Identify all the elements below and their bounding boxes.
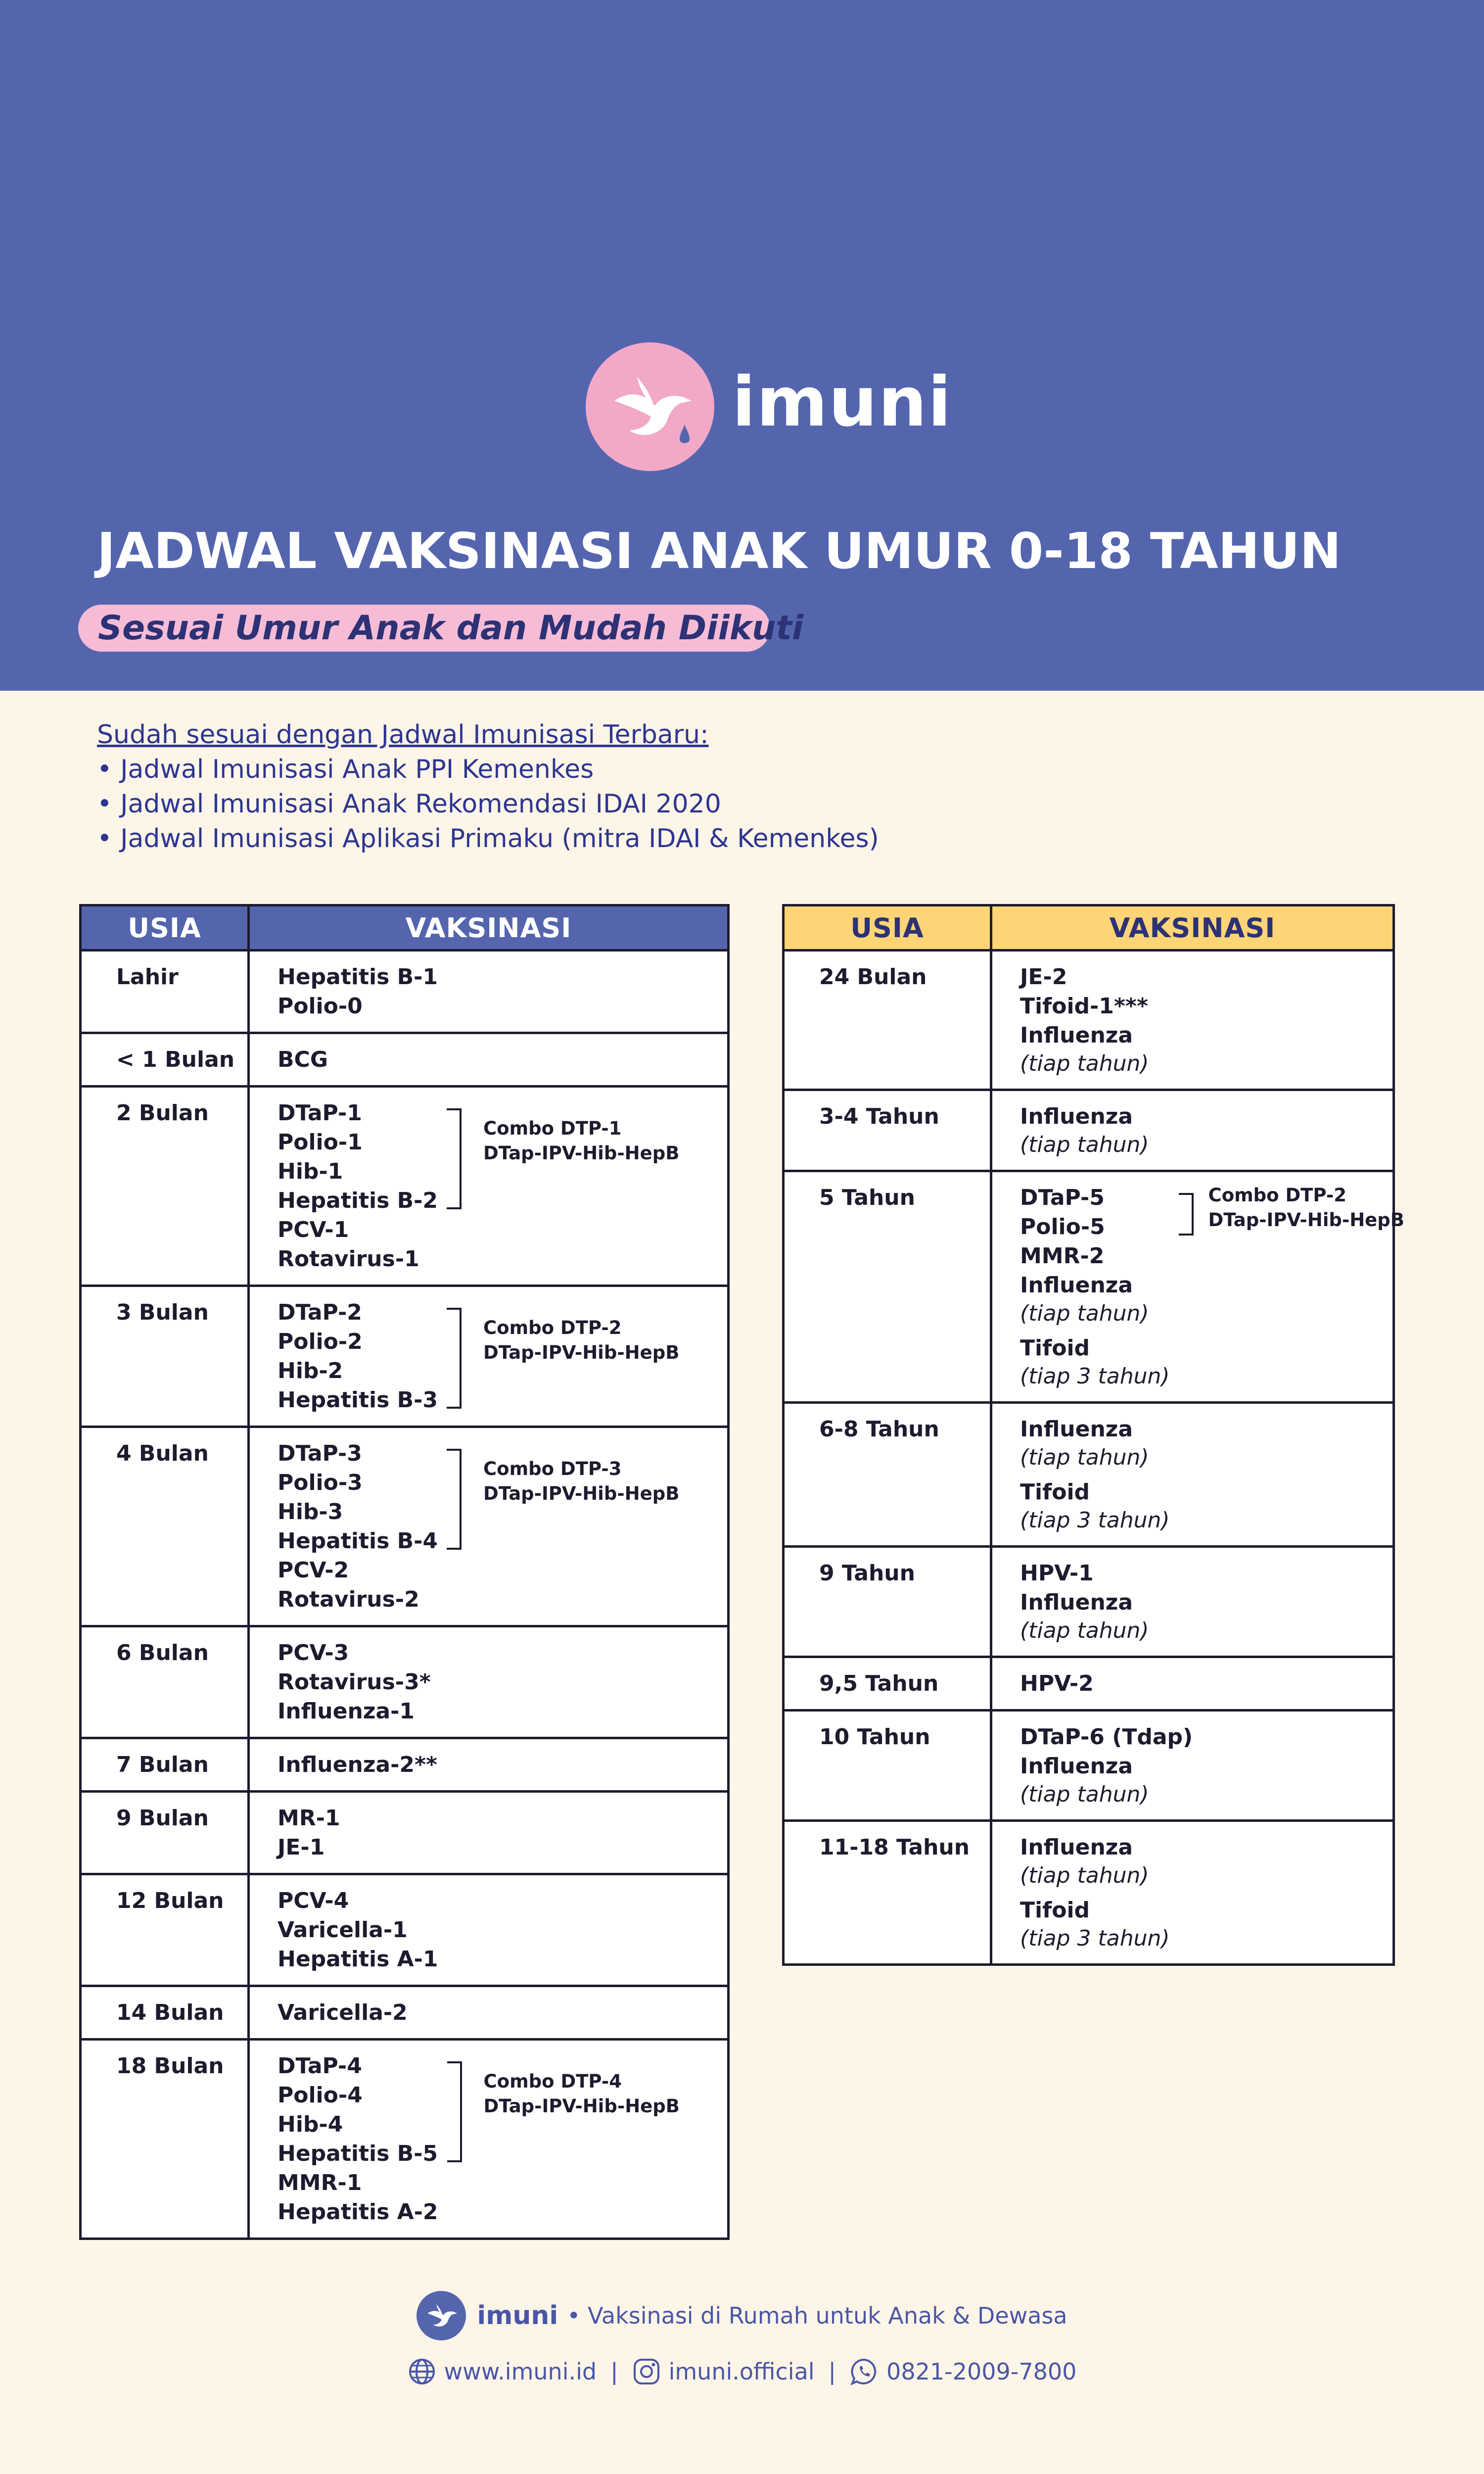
website-link[interactable]: www.imuni.id: [444, 2358, 597, 2385]
subtitle-badge: [78, 605, 804, 652]
table-row: [784, 1090, 1394, 1171]
combo-bracket: [447, 2061, 462, 2162]
vaccine-item: DTaP-5: [1020, 1185, 1105, 1210]
subtitle-text: Sesuai Umur Anak dan Mudah Diikuti: [98, 609, 804, 648]
vaccine-item: Influenza: [1020, 1104, 1133, 1129]
vaccine-list: [1020, 1559, 1149, 1645]
table-row: [81, 951, 729, 1033]
vaccine-list: [1020, 1183, 1170, 1390]
vaccine-item: DTaP-6 (Tdap): [1020, 1724, 1193, 1750]
vaccine-frequency-note: (tiap tahun): [1020, 1445, 1149, 1470]
vaccine-item: Varicella-2: [278, 2000, 408, 2025]
table-row: [81, 1087, 729, 1286]
separator: |: [828, 2358, 836, 2385]
vaccine-item: DTaP-4: [278, 2053, 362, 2079]
table-row: [784, 1171, 1394, 1403]
vaccine-item: Polio-0: [278, 994, 363, 1019]
combo-composition: DTap-IPV-Hib-HepB: [483, 1483, 680, 1504]
vaccine-item: Varicella-1: [278, 1917, 408, 1943]
vaccine-frequency-note: (tiap tahun): [1020, 1782, 1149, 1807]
vaccine-item: Tifoid: [1020, 1479, 1090, 1505]
vaccine-item: Influenza: [1020, 1273, 1133, 1298]
age-cell: 5 Tahun: [784, 1171, 991, 1403]
vaccine-item: Hib-4: [278, 2112, 343, 2137]
intro-section: [97, 717, 1383, 856]
age-cell: 9 Tahun: [784, 1547, 991, 1657]
combo-name: Combo DTP-1: [483, 1118, 622, 1139]
column-header-age: USIA: [784, 905, 991, 951]
vaccination-cell: [249, 1626, 729, 1738]
combo-composition: DTap-IPV-Hib-HepB: [483, 2095, 680, 2117]
age-cell: 6-8 Tahun: [784, 1403, 991, 1547]
table-row: [81, 1986, 729, 2040]
table-row: [81, 1792, 729, 1874]
vaccine-item: DTaP-1: [278, 1100, 362, 1126]
table-row: [81, 1626, 729, 1738]
vaccination-cell: [991, 1821, 1394, 1965]
vaccine-list: [1020, 1669, 1094, 1698]
combo-name: Combo DTP-2: [1208, 1185, 1346, 1206]
vaccine-item: JE-1: [278, 1835, 325, 1860]
stork-logo-icon: [586, 342, 714, 471]
age-cell: 4 Bulan: [81, 1427, 249, 1626]
table-header-row: [784, 905, 1394, 951]
vaccine-item: Tifoid: [1020, 1335, 1090, 1361]
table-row: [784, 1711, 1394, 1821]
combo-composition: DTap-IPV-Hib-HepB: [1208, 1209, 1404, 1231]
vaccine-frequency-note: (tiap tahun): [1020, 1301, 1149, 1326]
stork-logo-icon: [417, 2291, 466, 2340]
vaccine-item: JE-2: [1020, 964, 1067, 990]
instagram-icon: [632, 2357, 661, 2386]
vaccine-item: Influenza-1: [278, 1699, 415, 1724]
age-cell: 18 Bulan: [81, 2040, 249, 2239]
footer: [0, 2291, 1484, 2386]
table-row: [784, 1821, 1394, 1965]
footer-tagline: • Vaksinasi di Rumah untuk Anak & Dewasa: [567, 2302, 1067, 2329]
combo-bracket: [447, 1108, 462, 1209]
vaccination-cell: [991, 1171, 1404, 1403]
page-title: JADWAL VAKSINASI ANAK UMUR 0-18 TAHUN: [97, 522, 1342, 580]
vaccine-item: Hepatitis B-3: [278, 1387, 438, 1413]
vaccine-item: Rotavirus-3*: [278, 1669, 431, 1695]
vaccine-frequency-note: (tiap 3 tahun): [1020, 1926, 1170, 1951]
footer-brand-name: imuni: [477, 2301, 558, 2331]
vaccine-frequency-note: (tiap tahun): [1020, 1051, 1149, 1076]
vaccine-item: Influenza: [1020, 1835, 1133, 1860]
vaccine-item: BCG: [278, 1047, 328, 1072]
vaccine-item: MR-1: [278, 1806, 340, 1831]
vaccination-cell: [249, 1792, 729, 1874]
vaccine-item: Hepatitis A-2: [278, 2199, 438, 2225]
vaccine-list: [278, 1998, 408, 2027]
vaccine-list: [1020, 1102, 1149, 1159]
vaccine-item: Polio-3: [278, 1470, 363, 1495]
vaccination-cell: [249, 1286, 729, 1427]
vaccine-item: Hib-1: [278, 1159, 343, 1184]
vaccine-item: HPV-1: [1020, 1561, 1094, 1586]
table-row: [81, 1738, 729, 1792]
vaccine-frequency-note: (tiap tahun): [1020, 1132, 1149, 1157]
vaccine-item: Hib-2: [278, 1358, 343, 1383]
age-cell: 3 Bulan: [81, 1286, 249, 1427]
column-header-age: USIA: [81, 905, 249, 951]
vaccination-cell: [249, 2040, 729, 2239]
table-row: [784, 1403, 1394, 1547]
table-row: [81, 1033, 729, 1087]
vaccination-cell: [249, 1087, 729, 1286]
footer-brand-line: [0, 2291, 1484, 2340]
column-header-vaccination: VAKSINASI: [249, 905, 729, 951]
schedule-table-left: [79, 904, 730, 2240]
age-cell: 11-18 Tahun: [784, 1821, 991, 1965]
vaccine-item: PCV-1: [278, 1217, 349, 1242]
vaccination-cell: [991, 1711, 1394, 1821]
table-row: [81, 2040, 729, 2239]
vaccine-item: Influenza-2**: [278, 1752, 437, 1777]
combo-vaccine-label: [1208, 1183, 1404, 1233]
table-row: [784, 951, 1394, 1090]
vaccine-list: [1020, 1722, 1193, 1808]
brand-name: imuni: [732, 362, 952, 442]
instagram-handle[interactable]: imuni.official: [668, 2358, 815, 2385]
combo-vaccine-label: [483, 1116, 679, 1166]
combo-composition: DTap-IPV-Hib-HepB: [483, 1342, 680, 1363]
separator: |: [610, 2358, 618, 2385]
vaccine-list: [278, 1439, 438, 1614]
vaccine-item: Influenza: [1020, 1417, 1133, 1442]
table-row: [784, 1547, 1394, 1657]
vaccination-cell: [249, 1427, 729, 1626]
vaccine-item: HPV-2: [1020, 1671, 1094, 1696]
combo-name: Combo DTP-2: [483, 1317, 622, 1338]
vaccine-list: [278, 1750, 437, 1779]
intro-bullet: • Jadwal Imunisasi Anak PPI Kemenkes: [97, 755, 594, 784]
vaccine-list: [1020, 962, 1149, 1078]
table-row: [81, 1286, 729, 1427]
vaccine-item: Tifoid: [1020, 1898, 1090, 1923]
column-header-vaccination: VAKSINASI: [991, 905, 1394, 951]
table-row: [784, 1657, 1394, 1711]
combo-vaccine-label: [484, 2069, 680, 2119]
vaccine-item: Polio-2: [278, 1329, 363, 1354]
vaccine-list: [1020, 1415, 1170, 1534]
combo-bracket: [447, 1449, 462, 1550]
vaccination-cell: [991, 1090, 1394, 1171]
vaccine-item: Hepatitis B-5: [278, 2141, 438, 2166]
intro-bullet: • Jadwal Imunisasi Anak Rekomendasi IDAI 2020: [97, 789, 721, 819]
vaccine-item: Hepatitis B-4: [278, 1528, 438, 1554]
vaccination-cell: [249, 1986, 729, 2040]
table-row: [81, 1427, 729, 1626]
footer-contact-line: [0, 2357, 1484, 2386]
vaccine-item: Influenza: [1020, 1590, 1133, 1615]
age-cell: < 1 Bulan: [81, 1033, 249, 1087]
vaccination-cell: [991, 1547, 1394, 1657]
vaccine-item: Tifoid-1***: [1020, 994, 1148, 1019]
vaccine-item: Influenza: [1020, 1023, 1133, 1048]
vaccine-item: Rotavirus-1: [278, 1246, 419, 1272]
vaccine-item: PCV-2: [278, 1558, 349, 1583]
vaccine-list: [278, 1886, 438, 1974]
vaccine-item: PCV-4: [278, 1888, 349, 1913]
schedule-table-right: [782, 904, 1404, 1966]
whatsapp-icon: [850, 2357, 879, 2386]
intro-bullet: • Jadwal Imunisasi Aplikasi Primaku (mitra IDAI & Kemenkes): [97, 824, 879, 854]
vaccination-cell: [991, 1403, 1394, 1547]
combo-vaccine-label: [483, 1316, 679, 1365]
vaccination-cell: [249, 1874, 729, 1986]
vaccine-item: Polio-5: [1020, 1214, 1105, 1239]
vaccine-list: [278, 1045, 328, 1074]
brand-logo: [586, 342, 952, 471]
age-cell: 12 Bulan: [81, 1874, 249, 1986]
vaccine-item: MMR-2: [1020, 1243, 1105, 1269]
combo-bracket: [1179, 1193, 1194, 1236]
vaccine-item: Hib-3: [278, 1499, 343, 1524]
vaccination-cell: [249, 1738, 729, 1792]
age-cell: 2 Bulan: [81, 1087, 249, 1286]
age-cell: 14 Bulan: [81, 1986, 249, 2040]
combo-name: Combo DTP-3: [483, 1458, 622, 1479]
table-row: [81, 1874, 729, 1986]
vaccination-cell: [249, 951, 729, 1033]
vaccine-item: DTaP-2: [278, 1300, 362, 1325]
vaccine-list: [278, 1098, 438, 1274]
vaccination-cell: [249, 1033, 729, 1087]
vaccine-item: Polio-4: [278, 2083, 363, 2108]
age-cell: 24 Bulan: [784, 951, 991, 1090]
vaccine-list: [278, 2051, 438, 2227]
vaccine-list: [278, 962, 438, 1021]
vaccine-frequency-note: (tiap tahun): [1020, 1618, 1149, 1643]
age-cell: 9,5 Tahun: [784, 1657, 991, 1711]
age-cell: 9 Bulan: [81, 1792, 249, 1874]
vaccine-frequency-note: (tiap tahun): [1020, 1863, 1149, 1888]
vaccine-item: Influenza: [1020, 1754, 1133, 1779]
table-header-row: [81, 905, 729, 951]
vaccine-frequency-note: (tiap 3 tahun): [1020, 1364, 1170, 1389]
vaccine-frequency-note: (tiap 3 tahun): [1020, 1508, 1170, 1533]
vaccine-item: MMR-1: [278, 2170, 362, 2195]
age-cell: Lahir: [81, 951, 249, 1033]
age-cell: 10 Tahun: [784, 1711, 991, 1821]
age-cell: 7 Bulan: [81, 1738, 249, 1792]
intro-heading: Sudah sesuai dengan Jadwal Imunisasi Terbaru:: [97, 720, 709, 750]
vaccine-item: Hepatitis A-1: [278, 1947, 438, 1972]
globe-icon: [408, 2357, 436, 2386]
vaccine-item: DTaP-3: [278, 1441, 362, 1466]
vaccine-list: [278, 1804, 340, 1862]
combo-vaccine-label: [483, 1457, 679, 1506]
vaccine-item: Hepatitis B-1: [278, 964, 438, 990]
combo-bracket: [447, 1308, 462, 1409]
vaccine-item: Polio-1: [278, 1130, 363, 1155]
vaccine-list: [1020, 1833, 1170, 1952]
vaccination-cell: [991, 1657, 1394, 1711]
age-cell: 3-4 Tahun: [784, 1090, 991, 1171]
whatsapp-number[interactable]: 0821-2009-7800: [886, 2358, 1077, 2385]
vaccine-item: Hepatitis B-2: [278, 1188, 438, 1213]
vaccine-item: PCV-3: [278, 1640, 349, 1665]
vaccination-cell: [991, 951, 1394, 1090]
vaccine-item: Rotavirus-2: [278, 1587, 419, 1612]
combo-composition: DTap-IPV-Hib-HepB: [483, 1142, 680, 1164]
combo-name: Combo DTP-4: [483, 2071, 622, 2092]
vaccine-list: [278, 1638, 431, 1726]
age-cell: 6 Bulan: [81, 1626, 249, 1738]
vaccine-list: [278, 1298, 438, 1415]
